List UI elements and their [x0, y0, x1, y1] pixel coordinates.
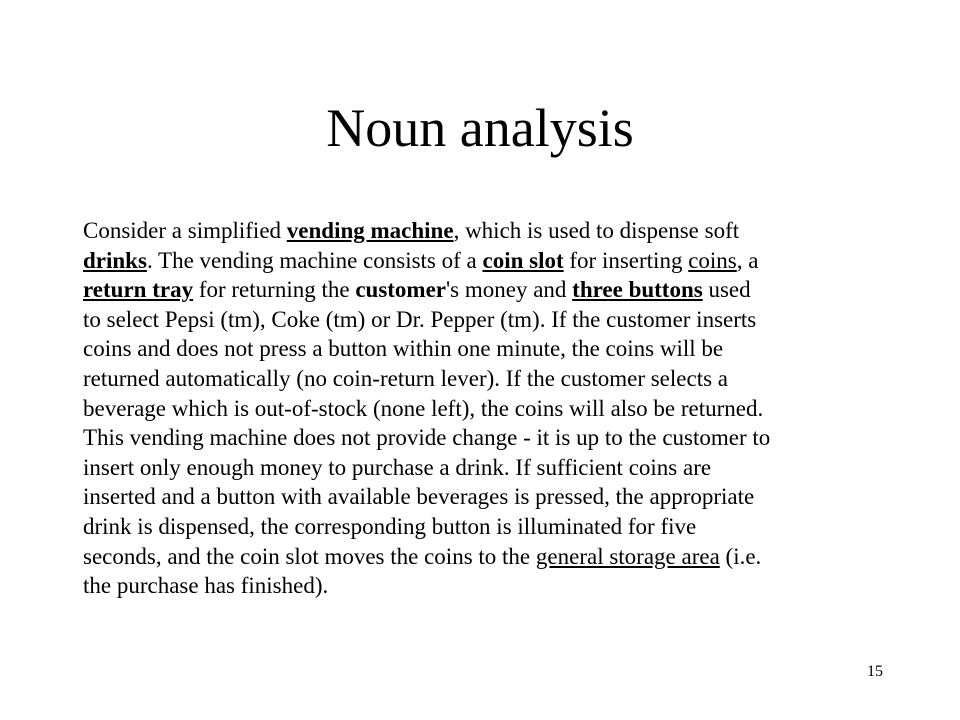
text-line — [83, 275, 903, 305]
text-segment: (i.e. — [719, 543, 762, 569]
text-segment: This vending machine does not provide change - it is up to the customer to — [83, 425, 771, 451]
text-segment: coins and does not press a button within one minute, the coins will be — [83, 336, 724, 362]
text-line — [83, 542, 903, 572]
text-line — [83, 571, 903, 601]
text-line — [83, 246, 903, 276]
text-line — [83, 364, 903, 394]
text-segment: returned automatically (no coin-return lever). If the customer selects a — [83, 365, 728, 391]
page-number: 15 — [867, 663, 883, 680]
text-line — [83, 512, 903, 542]
noun-three-buttons: three buttons — [572, 277, 703, 303]
noun-customer: customer — [355, 277, 446, 303]
text-segment: , a — [736, 247, 759, 273]
text-segment: inserted and a button with available beverages is pressed, the appropriate — [83, 484, 755, 510]
noun-coins: coins — [688, 247, 737, 273]
text-segment: insert only enough money to purchase a drink. If sufficient coins are — [83, 454, 712, 480]
noun-drinks: drinks — [83, 247, 147, 273]
text-line — [83, 305, 903, 335]
text-segment: beverage which is out-of-stock (none left), the coins will also be returned. — [83, 395, 764, 421]
text-line — [83, 334, 903, 364]
noun-vending-machine: vending machine — [286, 218, 454, 243]
noun-return-tray: return tray — [83, 277, 194, 303]
text-segment: . The vending machine consists of a — [146, 247, 483, 273]
text-segment: Consider a simplified — [83, 218, 287, 243]
noun-general-storage-area: general storage area — [535, 543, 720, 569]
text-line — [83, 453, 903, 483]
text-segment: seconds, and the coin slot moves the coins to the — [83, 543, 536, 569]
text-segment: for returning the — [193, 277, 356, 303]
text-line — [83, 482, 903, 512]
text-line — [83, 394, 903, 424]
text-segment: for inserting — [563, 247, 689, 273]
text-segment: 's money and — [446, 277, 573, 303]
text-segment: drink is dispensed, the corresponding button is illuminated for five — [83, 513, 697, 539]
text-line — [83, 423, 903, 453]
text-segment: to select Pepsi (tm), Coke (tm) or Dr. Pepper (tm). If the customer inserts — [83, 306, 757, 332]
slide-title: Noun analysis — [326, 98, 634, 158]
text-segment: , which is used to dispense soft — [453, 218, 740, 243]
text-line — [83, 216, 903, 246]
body-paragraph — [83, 216, 903, 601]
text-segment: the purchase has finished). — [83, 573, 329, 599]
noun-coin-slot: coin slot — [482, 247, 564, 273]
text-segment: used — [702, 277, 751, 303]
